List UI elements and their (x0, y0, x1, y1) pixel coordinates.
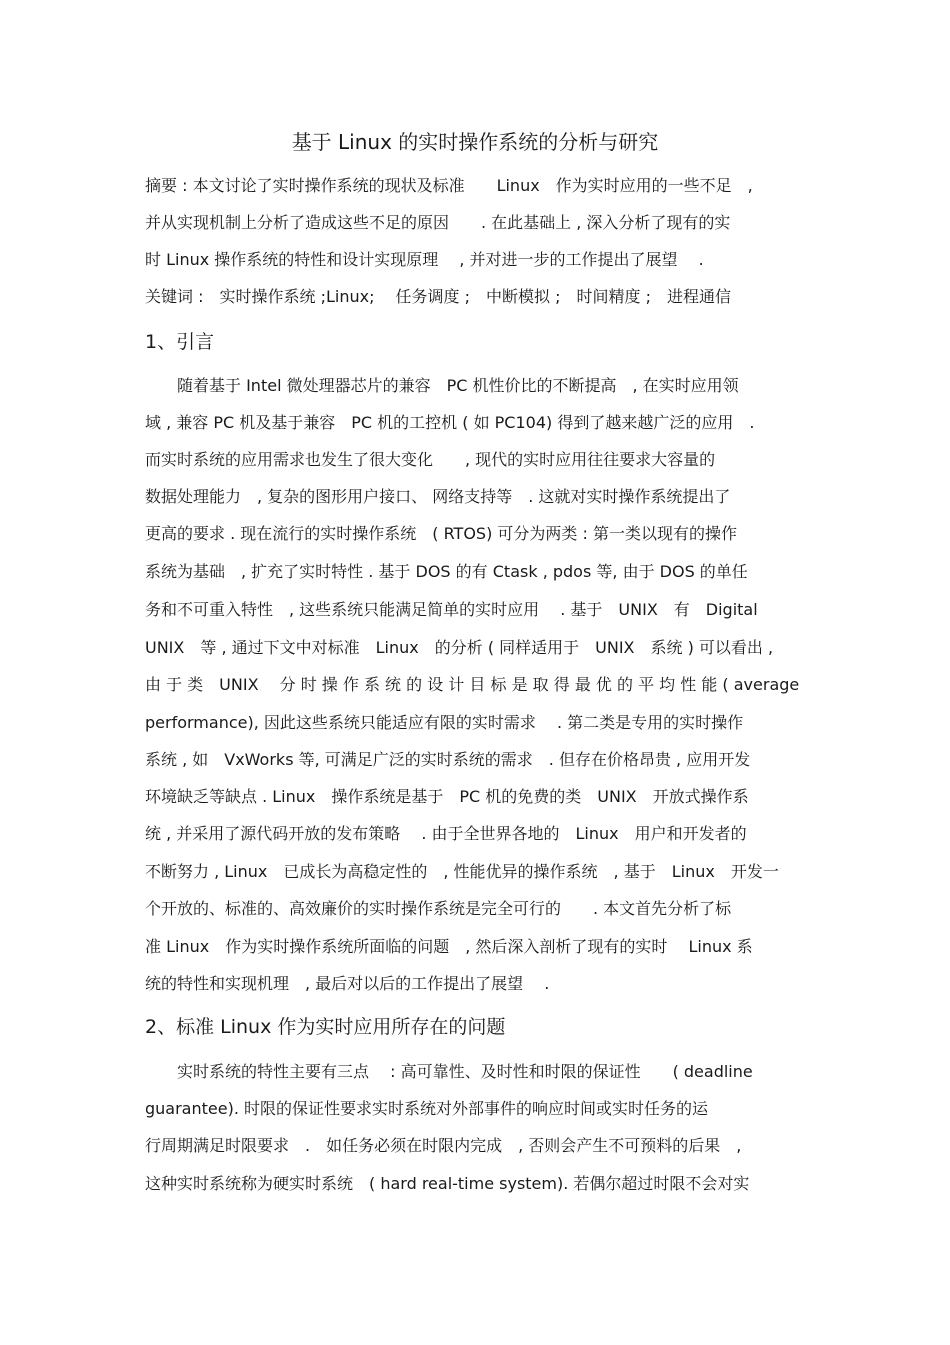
document-title: 基于 Linux 的实时操作系统的分析与研究 (291, 130, 659, 154)
body-line: UNIX 等 , 通过下文中对标准 Linux 的分析 ( 同样适用于 UNIX 系统 ) 可以看出 , (145, 638, 774, 657)
body-line: 系统为基础 , 扩充了实时特性 . 基于 DOS 的有 Ctask , pdos 等, 由于 DOS 的单任 (145, 562, 748, 581)
section-2-heading: 2、标准 Linux 作为实时应用所存在的问题 (145, 1016, 506, 1038)
body-line: 更高的要求 . 现在流行的实时操作系统 ( RTOS) 可分为两类 : 第一类以现有的操作 (145, 524, 737, 543)
body-line: 数据处理能力 , 复杂的图形用户接口、 网络支持等 . 这就对实时操作系统提出了 (145, 487, 731, 506)
body-line: 准 Linux 作为实时操作系统所面临的问题 , 然后深入剖析了现有的实时 Linux 系 (145, 937, 753, 956)
body-line: 域 , 兼容 PC 机及基于兼容 PC 机的工控机 ( 如 PC104) 得到了越来越广泛的应用 . (145, 413, 755, 432)
body-line: 而实时系统的应用需求也发生了很大变化 , 现代的实时应用往往要求大容量的 (145, 450, 716, 469)
body-line: 统的特性和实现机理 , 最后对以后的工作提出了展望 . (145, 974, 550, 993)
body-line: 统 , 并采用了源代码开放的发布策略 . 由于全世界各地的 Linux 用户和开发者的 (145, 824, 747, 843)
body-line: 个开放的、标准的、高效廉价的实时操作系统是完全可行的 . 本文首先分析了标 (145, 899, 732, 918)
body-line: performance), 因此这些系统只能适应有限的实时需求 . 第二类是专用的实时操作 (145, 713, 744, 732)
body-line: 这种实时系统称为硬实时系统 ( hard real-time system). 若偶尔超过时限不会对实 (145, 1174, 750, 1193)
body-line: 务和不可重入特性 , 这些系统只能满足简单的实时应用 . 基于 UNIX 有 Digital (145, 600, 758, 619)
body-line: 环境缺乏等缺点 . Linux 操作系统是基于 PC 机的免费的类 UNIX 开放式操作系 (145, 787, 749, 806)
body-line: 随着基于 Intel 微处理器芯片的兼容 PC 机性价比的不断提高 , 在实时应用领 (145, 376, 739, 395)
abstract-line: 时 Linux 操作系统的特性和设计实现原理 , 并对进一步的工作提出了展望 . (145, 250, 704, 269)
section-1-heading: 1、引言 (145, 331, 215, 353)
body-line: 由 于 类 UNIX 分 时 操 作 系 统 的 设 计 目 标 是 取 得 最 优 的 平 均 性 能 ( average (145, 675, 800, 694)
body-line: 不断努力 , Linux 已成长为高稳定性的 , 性能优异的操作系统 , 基于 Linux 开发一 (145, 862, 779, 881)
body-line: 系统 , 如 VxWorks 等, 可满足广泛的实时系统的需求 . 但存在价格昂贵 , 应用开发 (145, 750, 751, 769)
abstract-line: 摘要 : 本文讨论了实时操作系统的现状及标准 Linux 作为实时应用的一些不足 , (145, 176, 753, 195)
body-line: 实时系统的特性主要有三点 : 高可靠性、及时性和时限的保证性 ( deadline (145, 1062, 753, 1081)
body-line: 行周期满足时限要求 . 如任务必须在时限内完成 , 否则会产生不可预料的后果 , (145, 1136, 742, 1155)
body-line: guarantee). 时限的保证性要求实时系统对外部事件的响应时间或实时任务的运 (145, 1099, 709, 1118)
abstract-line: 并从实现机制上分析了造成这些不足的原因 . 在此基础上 , 深入分析了现有的实 (145, 213, 731, 232)
keywords-line: 关键词 : 实时操作系统 ;Linux; 任务调度 ; 中断模拟 ; 时间精度 ; 进程通信 (145, 287, 731, 306)
